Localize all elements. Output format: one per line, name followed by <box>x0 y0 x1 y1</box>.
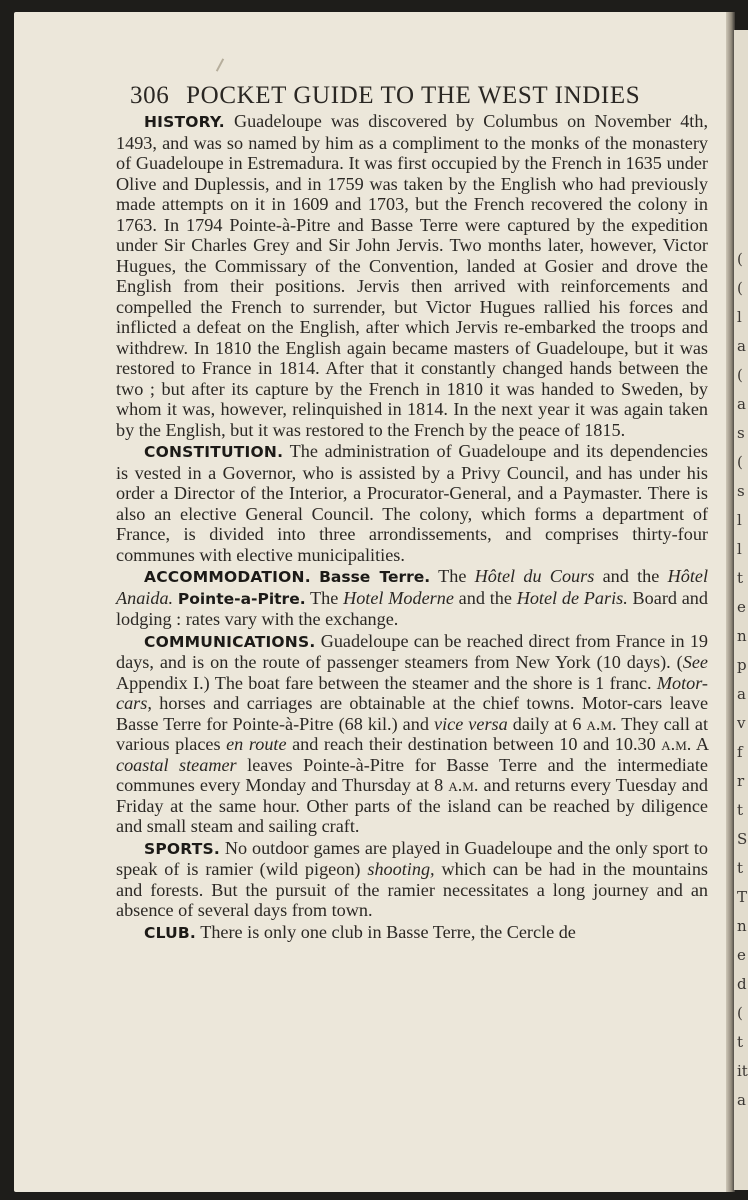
facing-page-fragment: d <box>737 975 747 993</box>
hotel-name: Hotel Moderne <box>343 587 454 608</box>
page-number: 306 <box>130 82 170 109</box>
heading-history: HISTORY. <box>144 113 225 131</box>
facing-page-fragment: f <box>737 743 743 761</box>
accommodation-text: The <box>438 566 467 586</box>
communications-text: daily at 6 <box>512 713 582 734</box>
communications-text: Guadeloupe can be reached direct from France in 19 days, and is on the route of passenger steamers from New York (10 days). ( <box>116 630 709 672</box>
facing-page-fragment: a <box>737 685 746 703</box>
hotel-name: Hôtel du Cours <box>474 566 595 586</box>
facing-page-fragment: l <box>737 540 742 558</box>
accommodation-text: and the <box>602 566 660 586</box>
facing-page-fragment: t <box>737 859 744 877</box>
club-text: There is only one club in Basse Terre, the Cercle de <box>200 921 576 942</box>
section-sports <box>116 838 708 921</box>
facing-page-fragment: T <box>737 888 748 906</box>
sports-text: No outdoor games are played in Guadeloupe and the only sport to speak of is ramier (wild pigeon) <box>116 837 709 879</box>
facing-page-fragment: p <box>737 656 747 674</box>
heading-communications: COMMUNICATIONS. <box>144 632 316 651</box>
pencil-mark <box>216 58 224 71</box>
heading-constitution: CONSTITUTION. <box>144 443 284 461</box>
facing-page-fragment: e <box>737 946 746 964</box>
communications-text: Appendix I.) The boat fare between the steamer and the shore is 1 franc. <box>116 672 652 693</box>
facing-page-edge <box>734 30 748 1190</box>
accommodation-text: The <box>310 587 339 608</box>
facing-page-fragment: l <box>737 511 742 529</box>
hotel-name: Hôtel Anaida. <box>116 566 709 608</box>
facing-page-fragment: S <box>737 830 748 848</box>
vice-versa-term: vice versa <box>434 713 508 734</box>
facing-page-fragment: r <box>737 772 745 790</box>
facing-page-fragment: ( <box>737 250 743 268</box>
time-suffix: a.m. <box>661 734 692 754</box>
communications-text: and returns every Tuesday and Friday at the same hour. Other parts of the island can be reached by diligence and small steam and sailing craft. <box>116 775 709 836</box>
facing-page-fragment: t <box>737 569 744 587</box>
see-reference: See <box>682 652 708 672</box>
history-text: Guadeloupe was discovered by Columbus on November 4th, 1493, and was so named by him as a compliment to the monks of the monastery of Guadeloupe in Estremadura. It was first occupied by the French in 1635 under Olive and Duplessis, and in 1759 was taken by the English who had previously made attempts on it in 1609 and 1703, but the French recovered the colony in 1763. In 1794 Pointe-à-Pitre and Basse Terre were captured by the expedition under Sir Charles Grey and Sir John Jervis. Two months later, however, Victor Hugues, the Commissary of the Convention, landed at Gosier and drove the English from their positions. Jervis then arrived with reinforcements and compelled the French to surrender, but Victor Hugues rallied his forces and inflicted a defeat on the English, after which Jervis re-embarked the troops and withdrew. In 1810 the English again became masters of Guadeloupe, but it was restored to France in 1814. After that it constantly changed hands between the two ; but after its capture by the French in 1810 it was handed to Sweden, by whom it was, however, relinquished in 1814. In the next year it was again taken by the English, but it was restored to the French by the peace of 1815. <box>116 111 708 440</box>
facing-page-fragment: s <box>737 424 745 442</box>
accommodation-text: and the <box>458 587 512 608</box>
section-communications <box>116 631 708 837</box>
facing-page-fragment: a <box>737 337 746 355</box>
communications-text: and reach their destination between 10 and 10.30 <box>292 734 656 754</box>
heading-accommodation: ACCOMMODATION. <box>144 568 311 586</box>
accommodation-text: Board and lodging : rates vary with the exchange. <box>116 587 708 629</box>
time-suffix: a.m. <box>586 713 617 734</box>
heading-sports: SPORTS. <box>144 839 220 858</box>
facing-page-fragment: ( <box>737 453 743 471</box>
facing-page-fragment: ( <box>737 366 743 384</box>
facing-page-fragment: it <box>737 1062 748 1080</box>
facing-page-fragment: a <box>737 395 746 413</box>
communications-text: horses and carriages are obtainable at the chief towns. Motor-cars leave Basse Terre for Pointe-à-Pitre (68 kil.) and <box>116 693 709 734</box>
section-constitution <box>116 441 708 565</box>
section-accommodation <box>116 566 708 630</box>
communications-text: leaves Pointe-à-Pitre for Basse Terre and the intermediate communes every Monday and Thursday at 8 <box>116 754 708 795</box>
shooting-term: shooting, <box>367 859 435 879</box>
facing-page-fragment: n <box>737 917 747 935</box>
facing-page-fragment: l <box>737 308 742 326</box>
hotel-name: Hotel de Paris. <box>516 587 628 608</box>
time-suffix: a.m. <box>448 775 479 795</box>
page-body <box>116 111 708 944</box>
facing-page-fragment: v <box>737 714 746 732</box>
facing-page-fragment: n <box>737 627 747 645</box>
facing-page-fragment: ( <box>737 279 743 297</box>
en-route-term: en route <box>226 734 287 754</box>
facing-page-fragment: a <box>737 1091 746 1109</box>
coastal-steamer-term: coastal steamer <box>116 754 237 775</box>
heading-club: CLUB. <box>144 923 196 942</box>
facing-page-fragment: s <box>737 482 745 500</box>
section-history <box>116 111 708 440</box>
facing-page-fragment: e <box>737 598 746 616</box>
sports-text: which can be had in the mountains and forests. But the pursuit of the ramier necessitates a long journey and an absence of several days from town. <box>116 859 709 920</box>
motor-cars-term: Motor-cars, <box>116 672 708 713</box>
communications-text: They call at various places <box>116 713 709 754</box>
running-title: POCKET GUIDE TO THE WEST INDIES <box>186 82 641 109</box>
section-club <box>116 922 708 944</box>
subheading-basse-terre: Basse Terre. <box>319 568 431 586</box>
constitution-text: The administration of Guadeloupe and its dependencies is vested in a Governor, who is assisted by a Privy Council, and has under his order a Director of the Interior, a Procurator-General, and a Paymaster. There is also an elective General Council. The colony, which forms a department of France, is divided into three arrondissements, and comprises thirty-four communes with elective municipalities. <box>116 441 709 565</box>
communications-text: A <box>695 734 709 754</box>
facing-page-fragment: t <box>737 1033 744 1051</box>
facing-page-fragment: ( <box>737 1004 743 1022</box>
facing-page-fragment: t <box>737 801 744 819</box>
subheading-pointe-a-pitre: Pointe-a-Pitre. <box>177 589 306 608</box>
